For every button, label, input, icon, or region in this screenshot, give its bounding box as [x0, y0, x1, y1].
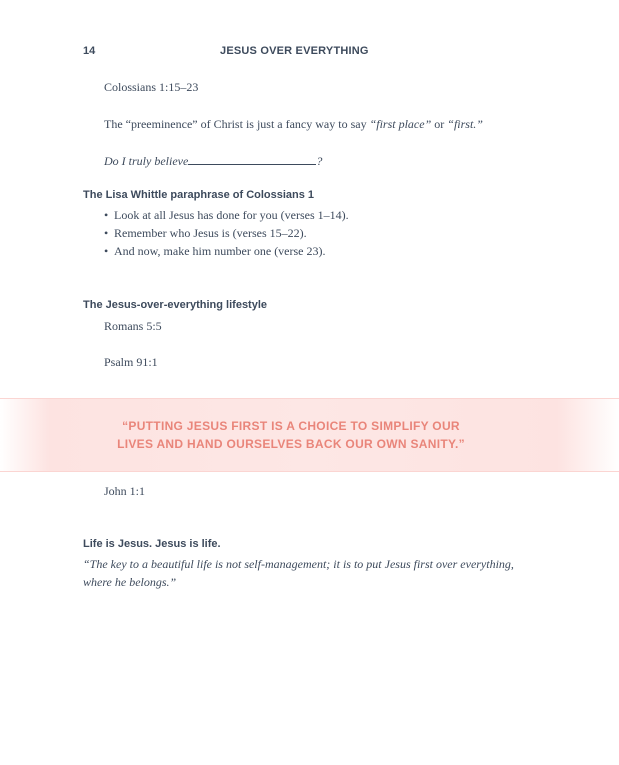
preeminence-sentence — [104, 117, 483, 132]
list-item-text: Remember who Jesus is (verses 15–22). — [114, 226, 307, 240]
paraphrase-list — [104, 208, 349, 262]
page-number: 14 — [83, 45, 96, 57]
pull-quote-line-2: LIVES AND HAND OURSELVES BACK OUR OWN SANITY.” — [117, 437, 465, 451]
lifestyle-heading: The Jesus-over-everything lifestyle — [83, 299, 268, 311]
preeminence-middle: or — [431, 117, 448, 131]
pull-quote-band — [0, 398, 619, 472]
preeminence-prefix: The “preeminence” of Christ is just a fancy way to say — [104, 117, 370, 131]
closing-quote-line-1: “The key to a beautiful life is not self-management; it is to put Jesus first over everything, — [83, 557, 514, 571]
list-item-text: And now, make him number one (verse 23). — [114, 244, 326, 258]
running-title: JESUS OVER EVERYTHING — [220, 45, 369, 57]
passage-colossians: Colossians 1:15–23 — [104, 80, 199, 94]
bullet-glyph: • — [104, 226, 109, 240]
paraphrase-heading: The Lisa Whittle paraphrase of Colossians 1 — [83, 189, 315, 201]
question-suffix: ? — [316, 154, 323, 168]
passage-romans: Romans 5:5 — [104, 319, 162, 333]
list-item-text: Look at all Jesus has done for you (verses 1–14). — [114, 208, 349, 222]
answer-blank — [188, 154, 316, 165]
list-item — [104, 208, 349, 226]
life-heading: Life is Jesus. Jesus is life. — [83, 538, 221, 550]
passage-psalm: Psalm 91:1 — [104, 355, 158, 369]
first-phrase: “first.” — [447, 117, 483, 131]
bullet-glyph: • — [104, 244, 109, 258]
list-item — [104, 244, 349, 262]
question-prefix: Do I truly believe — [104, 154, 189, 168]
bullet-glyph: • — [104, 208, 109, 222]
page-header — [83, 45, 523, 59]
closing-quote-line-2: where he belongs.” — [83, 575, 177, 589]
pull-quote-line-1: “PUTTING JESUS FIRST IS A CHOICE TO SIMPLIFY OUR — [122, 419, 460, 433]
passage-john: John 1:1 — [104, 484, 146, 498]
list-item — [104, 226, 349, 244]
first-place-phrase: “first place” — [369, 117, 432, 131]
question-prompt — [104, 154, 322, 169]
